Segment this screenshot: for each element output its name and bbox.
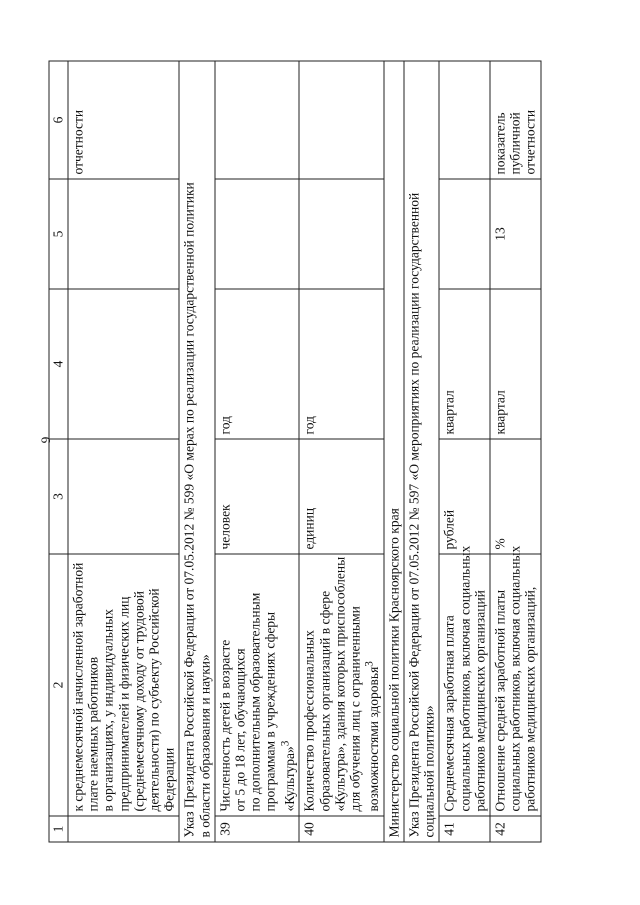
period-cell: квартал xyxy=(490,289,541,439)
decree-597-heading: Указ Президента Российской Федерации от 07.05.2012 № 597 «О мероприятиях по реализации государственной социальной политики» xyxy=(404,61,439,842)
period-cell: год xyxy=(215,289,300,439)
source-cell xyxy=(215,61,300,179)
section-row-decree-597 xyxy=(404,61,439,842)
table-row-42 xyxy=(490,61,541,842)
indicator-cell: Среднемесячная заработная плата социальных работников, включая социальных работников медицинских организаций xyxy=(439,554,490,816)
indicator-cell: Количество профессиональных образовательных организаций в сфере «Культура», здания которых приспособлены для обучения лиц с ограниченными возможностями здоровья$^3$ xyxy=(299,554,384,816)
unit-cell: % xyxy=(490,439,541,554)
value-cell xyxy=(439,179,490,289)
period-cell xyxy=(68,289,179,439)
value-cell xyxy=(299,179,384,289)
indicator-cell: Численность детей в возрасте от 5 до 18 лет, обучающихся по дополнительным образовательным программам в учреждениях сферы «Культура»$^3$ xyxy=(215,554,300,816)
source-cell xyxy=(299,61,384,179)
row-num-cell xyxy=(68,816,179,842)
row-num: 41 xyxy=(439,816,490,842)
row-num: 39 xyxy=(215,816,300,842)
header-col-2: 2 xyxy=(49,554,68,816)
footnote-mark: 3 xyxy=(363,661,376,667)
value-cell xyxy=(215,179,300,289)
header-col-3: 3 xyxy=(49,439,68,554)
section-row-ministry xyxy=(384,61,404,842)
unit-cell: единиц xyxy=(299,439,384,554)
period-cell: год xyxy=(299,289,384,439)
indicator-cell: Отношение средней заработной платы социальных работников, включая социальных работников медицинских организаций, xyxy=(490,554,541,816)
ministry-heading: Министерство социальной политики Красноярского края xyxy=(384,61,404,842)
table-row-continuation xyxy=(68,61,179,842)
rotated-table-wrapper xyxy=(49,62,583,843)
value-cell xyxy=(68,179,179,289)
page-number: 9 xyxy=(38,436,53,444)
unit-cell xyxy=(68,439,179,554)
source-cell: отчетности xyxy=(68,61,179,179)
footnote-mark: 3 xyxy=(279,740,292,747)
source-cell: показатель публичной отчетности xyxy=(490,61,541,179)
header-col-5: 5 xyxy=(49,179,68,289)
unit-cell: рублей xyxy=(439,439,490,554)
row-num: 42 xyxy=(490,816,541,842)
decree-599-heading: Указ Президента Российской Федерации от 07.05.2012 № 599 «О мерах по реализации государственной политики в области образования и науки» xyxy=(179,61,214,842)
header-row xyxy=(49,61,68,842)
table-row-40 xyxy=(299,61,384,842)
row-num: 40 xyxy=(299,816,384,842)
value-cell: 13 xyxy=(490,179,541,289)
indicator-cell: к среднемесячной начисленной заработной плате наемных работников в организациях, у индивидуальных предпринимателей и физических лиц (среднемесячному доходу от трудовой деятельности) по субъекту Российской Федерации xyxy=(68,554,179,816)
table-row-39 xyxy=(215,61,300,842)
indicators-table xyxy=(49,61,542,843)
period-cell: квартал xyxy=(439,289,490,439)
header-col-4: 4 xyxy=(49,289,68,439)
source-cell xyxy=(439,61,490,179)
unit-cell: человек xyxy=(215,439,300,554)
header-col-6: 6 xyxy=(49,61,68,179)
section-row-decree-599 xyxy=(179,61,214,842)
table-row-41 xyxy=(439,61,490,842)
header-col-1: 1 xyxy=(49,816,68,842)
